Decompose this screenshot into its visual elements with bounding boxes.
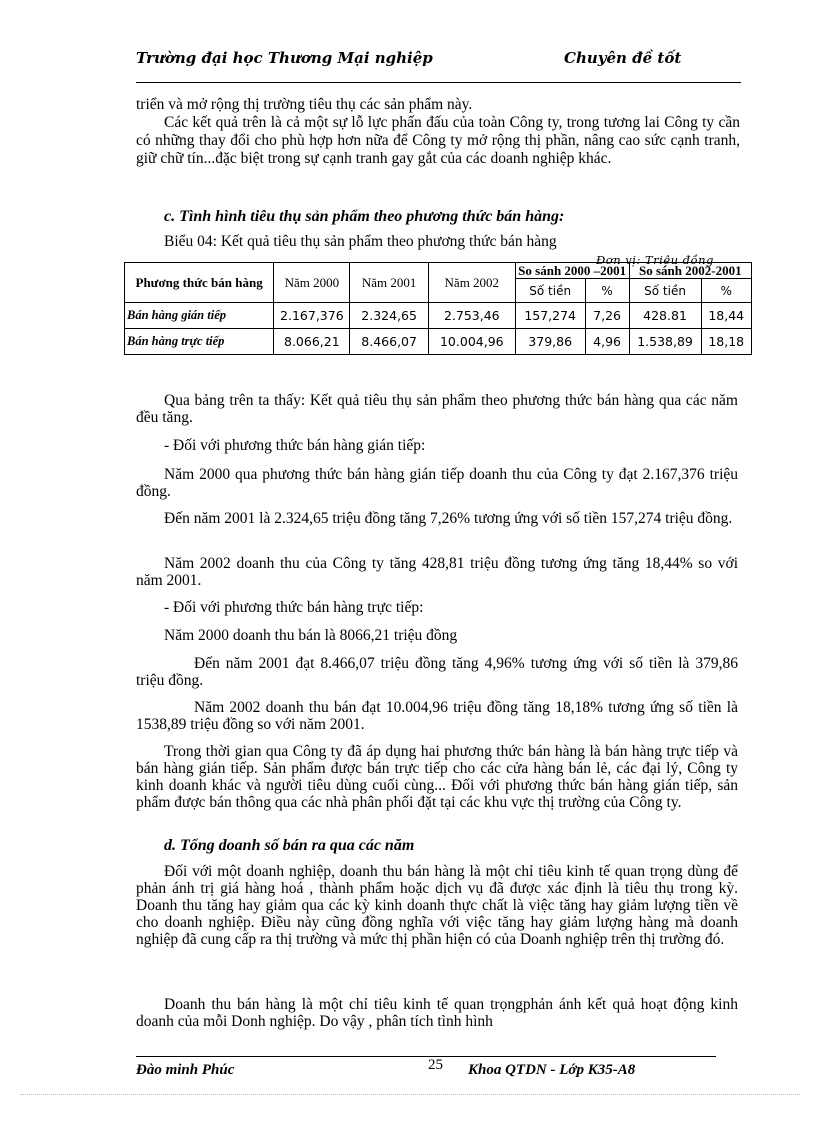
- header-rule: [136, 82, 741, 83]
- col-header-2000: Năm 2000: [274, 263, 350, 303]
- analysis-intro: Qua bảng trên ta thấy: Kết quả tiêu thụ sản phẩm theo phương thức bán hàng qua các năm đều tăng.: [136, 392, 738, 426]
- row-label: Bán hàng trực tiếp: [125, 329, 274, 355]
- page-edge-divider: [20, 1094, 800, 1095]
- table-row: [125, 329, 752, 355]
- header-school: Trường đại học Thương Mại nghiệp: [136, 49, 433, 67]
- cell-2002: 2.753,46: [428, 303, 515, 329]
- sub-header-percent: %: [701, 279, 752, 303]
- analysis-indirect-2000: Năm 2000 qua phương thức bán hàng gián tiếp doanh thu của Công ty đạt 2.167,376 triệu đồng.: [136, 466, 738, 500]
- analysis-indirect-2001: Đến năm 2001 là 2.324,65 triệu đồng tăng 7,26% tương ứng với số tiền 157,274 triệu đồng.: [164, 510, 733, 527]
- sub-header-percent: %: [585, 279, 629, 303]
- header-title: Chuyên đề tốt: [564, 49, 682, 67]
- cell-money-2: 1.538,89: [629, 329, 701, 355]
- footer-class: Khoa QTDN - Lớp K35-A8: [468, 1062, 636, 1078]
- cell-pct-2: 18,18: [701, 329, 752, 355]
- col-header-compare-2002-2001: So sánh 2002-2001: [629, 263, 751, 279]
- col-header-2001: Năm 2001: [350, 263, 428, 303]
- page-number: 25: [428, 1057, 443, 1073]
- cell-2000: 2.167,376: [274, 303, 350, 329]
- cell-pct-2: 18,44: [701, 303, 752, 329]
- analysis-indirect-heading: - Đối với phương thức bán hàng gián tiếp:: [164, 437, 426, 454]
- cell-2000: 8.066,21: [274, 329, 350, 355]
- paragraph-continuation: triển và mở rộng thị trường tiêu thụ các sản phẩm này.: [136, 96, 473, 113]
- analysis-direct-2001: Đến năm 2001 đạt 8.466,07 triệu đồng tăng 4,96% tương ứng với số tiền là 379,86 triệu đồng.: [136, 655, 738, 689]
- top-text: [136, 96, 740, 168]
- cell-pct-1: 4,96: [585, 329, 629, 355]
- cell-2002: 10.004,96: [428, 329, 515, 355]
- row-label: Bán hàng gián tiếp: [125, 303, 274, 329]
- analysis-indirect-2002: Năm 2002 doanh thu của Công ty tăng 428,81 triệu đồng tương ứng tăng 18,44% so với năm 2001.: [136, 555, 738, 589]
- section-d-paragraph-2: Doanh thu bán hàng là một chỉ tiêu kinh tế quan trọngphản ánh kết quả hoạt động kinh doanh của mỗi Donh nghiệp. Do vậy , phân tích tình hình: [136, 996, 738, 1030]
- sub-header-money: Số tiền: [629, 279, 701, 303]
- analysis-methods: Trong thời gian qua Công ty đã áp dụng hai phương thức bán hàng là bán hàng trực tiếp và bán hàng gián tiếp. Sản phẩm được bán trực tiếp cho các cửa hàng bán lẻ, các đại lý, Công ty kinh doanh khác và người tiêu dùng cuối cùng... Đối với phương thức bán hàng gián tiếp, sản phẩm được bán thông qua các nhà phân phối đặt tại các khu vực thị trường của Công ty.: [136, 743, 738, 811]
- table-row: [125, 303, 752, 329]
- col-header-method: Phương thức bán hàng: [125, 263, 274, 303]
- analysis-direct-heading: - Đối với phương thức bán hàng trực tiếp:: [164, 599, 424, 616]
- cell-2001: 8.466,07: [350, 329, 428, 355]
- table-unit: Đơn vị: Triệu đồng: [596, 253, 714, 267]
- col-header-2002: Năm 2002: [428, 263, 515, 303]
- paragraph-results: Các kết quả trên là cả một sự lỗ lực phấn đấu của toàn Công ty, trong tương lai Công ty cần có những thay đổi cho phù hợp hơn nữa để Công ty mở rộng thị phần, nâng cao sức cạnh tranh, giữ chữ tín...đặc biệt trong sự cạnh tranh gay gắt của các doanh nghiệp khác.: [136, 114, 740, 167]
- cell-money-1: 379,86: [515, 329, 585, 355]
- table-caption: Biểu 04: Kết quả tiêu thụ sản phẩm theo phương thức bán hàng: [164, 233, 557, 250]
- sub-header-money: Số tiền: [515, 279, 585, 303]
- cell-money-1: 157,274: [515, 303, 585, 329]
- cell-money-2: 428.81: [629, 303, 701, 329]
- sales-by-method-table: [124, 262, 752, 355]
- footer-author: Đào minh Phúc: [136, 1062, 235, 1078]
- section-d-heading: d. Tổng doanh số bán ra qua các năm: [164, 837, 415, 854]
- section-c-heading: c. Tình hình tiêu thụ sản phẩm theo phương thức bán hàng:: [164, 208, 565, 225]
- cell-2001: 2.324,65: [350, 303, 428, 329]
- analysis-direct-2002: Năm 2002 doanh thu bán đạt 10.004,96 triệu đồng tăng 18,18% tương ứng số tiền là 1538,89 triệu đồng so với năm 2001.: [136, 699, 738, 733]
- analysis-direct-2000: Năm 2000 doanh thu bán là 8066,21 triệu đồng: [164, 627, 458, 644]
- footer-rule: [136, 1056, 716, 1057]
- col-header-compare-2000-2001: So sánh 2000 –2001: [515, 263, 629, 279]
- section-d-paragraph-1: Đối với một doanh nghiệp, doanh thu bán hàng là một chỉ tiêu kinh tế quan trọng dùng để phản ánh trị giá hàng hoá , thành phẩm hoặc dịch vụ đã được xác định là tiêu thụ trong kỳ. Doanh thu tăng hay giảm qua các kỳ kinh doanh thực chất là việc tăng hay giảm lượng tiền về cho doanh nghiệp. Điều này cũng đồng nghĩa với việc tăng hay giảm lượng hàng mà doanh nghiệp đã cung cấp ra thị trường và mức thị phần hiện có của Doanh nghiệp trên thị trường đó.: [136, 863, 738, 948]
- cell-pct-1: 7,26: [585, 303, 629, 329]
